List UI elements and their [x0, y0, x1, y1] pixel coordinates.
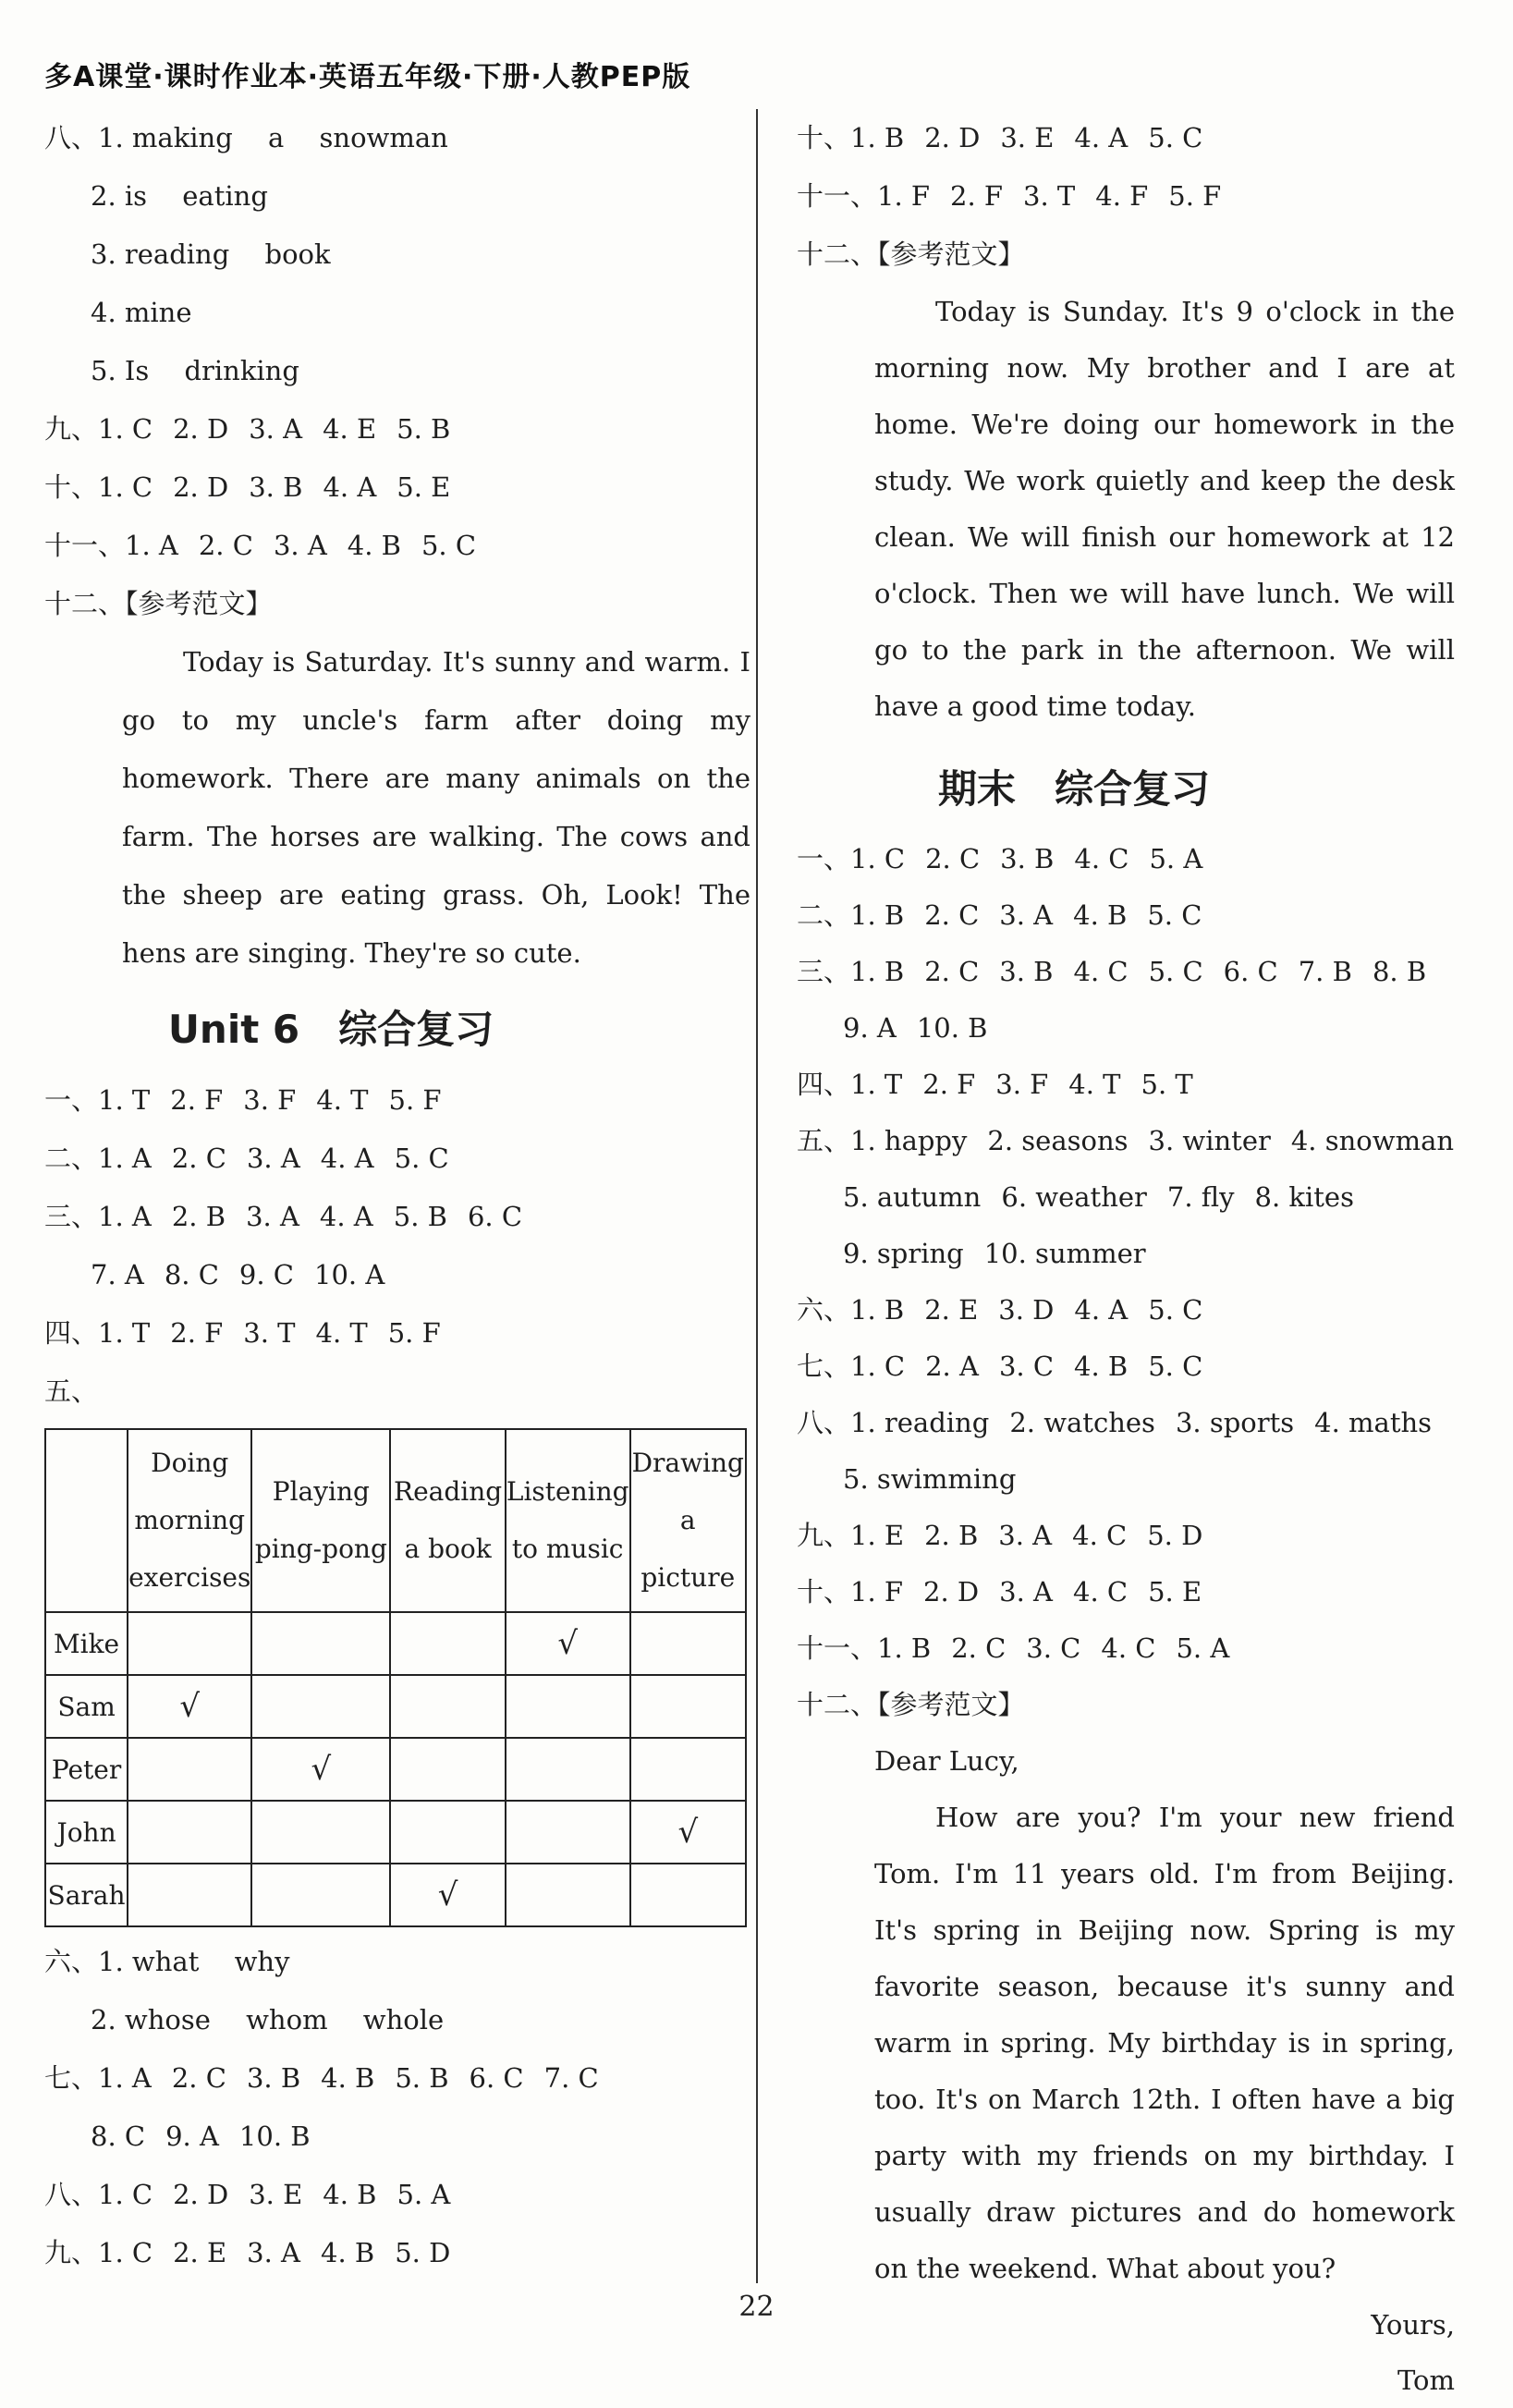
check-mark: √ [677, 1814, 699, 1851]
answer-item: 4. B [1074, 1351, 1129, 1382]
unit6-section-6-line2: 2. whose whom whole [91, 2004, 445, 2035]
table-row [45, 1801, 746, 1864]
table-row [45, 1738, 746, 1801]
answer-item: 2. F [170, 1317, 224, 1349]
section-label: 九、 [797, 1520, 851, 1551]
check-cell [390, 1864, 506, 1926]
unit6-section-8 [44, 2166, 747, 2224]
unit6-section-4 [44, 1304, 747, 1363]
final-section-5-line1 [797, 1113, 1462, 1169]
answer-item: 9. A [843, 1012, 897, 1044]
answer-item: 4. B [321, 2237, 375, 2268]
answer-item: 9. A [165, 2121, 219, 2152]
answer-item: 5. A [1149, 843, 1203, 874]
answer-item: 5. C [1148, 956, 1203, 987]
unit6-section-3-cont [44, 1246, 747, 1304]
section-label: 九、 [44, 2237, 99, 2268]
letter-body: How are you? I'm your new friend Tom. I'm 11 years old. I'm from Beijing. It's spring in Beijing now. Spring is my favorite season, because it's sunny and warm in spring. My birthday is in spring, too. It's on March 12th. I often have a big party with my friends on my birthday. I usually draw pictures and do homework on the weekend. What about you? [874, 1802, 1455, 2284]
answer-item: 1. B [850, 122, 905, 153]
answer-item: 2. C [924, 899, 980, 931]
answer-item: 2. B [924, 1520, 979, 1551]
answer-item: 1. A [98, 1201, 152, 1232]
answer-item: 5. F [387, 1317, 441, 1349]
unit6-section-3 [44, 1188, 747, 1246]
answer-item: 4. A [320, 1143, 374, 1174]
final-section-7 [797, 1338, 1462, 1395]
student-name-cell: Peter [45, 1738, 128, 1801]
header-line: exercises [128, 1562, 251, 1593]
section-label: 十一、 [44, 530, 126, 561]
answer-item: 1. E [850, 1520, 905, 1551]
answer-item: 2. B [171, 1201, 226, 1232]
answer-item: 4. C [1073, 1576, 1129, 1607]
answer-item: 3. C [998, 1351, 1055, 1382]
table-header-cell [630, 1429, 746, 1612]
section-label: 八、 [44, 122, 99, 153]
empty-cell [251, 1801, 390, 1864]
header-line: Playing [272, 1476, 370, 1507]
answer-item: 1. C [98, 2179, 153, 2210]
answer-text: 1. making a snowman [98, 122, 448, 153]
answer-item: 2. D [173, 413, 229, 445]
header-line: a book [404, 1534, 492, 1564]
student-name-cell: Sam [45, 1675, 128, 1738]
final-section-4 [797, 1057, 1462, 1113]
answer-item: 5. D [1147, 1520, 1203, 1551]
answer-item: 4. T [316, 1084, 369, 1116]
answer-item: 2. E [924, 1294, 979, 1326]
unit6-section-5-label: 五、 [44, 1375, 99, 1407]
answer-item: 5. C [1147, 899, 1202, 931]
answer-item: 4. B [323, 2179, 377, 2210]
answer-item: 6. C [467, 1201, 523, 1232]
answer-item: 1. B [850, 1294, 905, 1326]
answer-item: 3. D [998, 1294, 1055, 1326]
check-cell [128, 1675, 251, 1738]
header-line: morning [134, 1505, 246, 1535]
final-section-12-label: 十二、【参考范文】 [797, 1689, 1025, 1720]
answer-item: 8. kites [1254, 1181, 1354, 1213]
final-section-11 [797, 1620, 1462, 1677]
answer-item: 3. C [1026, 1632, 1081, 1664]
answer-item: 2. C [924, 956, 980, 987]
table-row [45, 1612, 746, 1675]
answer-text: 1. what why [98, 1946, 290, 1977]
answer-item: 1. B [877, 1632, 932, 1664]
answer-item: 4. A [323, 471, 377, 503]
header-line: Drawing [631, 1448, 744, 1478]
answer-item: 1. B [850, 899, 905, 931]
answer-item: 5. T [1141, 1069, 1193, 1100]
unit6-title: Unit 6 综合复习 [167, 1007, 494, 1052]
answer-item: 1. C [98, 471, 153, 503]
answer-item: 7. A [91, 1259, 144, 1290]
final-section-6 [797, 1282, 1462, 1338]
section-label: 十、 [797, 122, 851, 153]
answer-item: 1. F [877, 180, 931, 212]
unit6-section-7 [44, 2049, 747, 2108]
answer-item: 10. summer [983, 1238, 1146, 1269]
check-cell [630, 1801, 746, 1864]
answer-item: 3. A [999, 899, 1054, 931]
right-column [797, 109, 1462, 2408]
answer-item: 8. C [91, 2121, 146, 2152]
answer-item: 1. C [98, 413, 153, 445]
answer-item: 10. A [314, 1259, 385, 1290]
check-cell [506, 1612, 630, 1675]
answer-item: 2. seasons [987, 1125, 1129, 1156]
answer-item: 1. C [850, 1351, 906, 1382]
section-label: 七、 [44, 2062, 99, 2094]
section-label: 六、 [797, 1294, 851, 1326]
student-name-cell: John [45, 1801, 128, 1864]
section-8-item-5: 5. Is drinking [91, 355, 299, 386]
page-header: 多A课堂·课时作业本·英语五年级·下册·人教PEP版 [44, 61, 691, 93]
student-name-cell: Sarah [45, 1864, 128, 1926]
answer-item: 5. A [1176, 1632, 1230, 1664]
answer-item: 6. weather [1001, 1181, 1147, 1213]
empty-cell [251, 1864, 390, 1926]
answer-item: 4. F [1095, 180, 1149, 212]
check-mark: √ [311, 1751, 332, 1788]
answer-item: 1. T [98, 1084, 151, 1116]
answer-item: 5. C [421, 530, 477, 561]
section-label: 十一、 [797, 1632, 878, 1664]
check-mark: √ [557, 1625, 579, 1662]
section-8-item-3: 3. reading book [91, 238, 331, 270]
header-line: Reading [394, 1476, 503, 1507]
section-label: 五、 [797, 1125, 851, 1156]
answer-item: 1. F [850, 1576, 904, 1607]
empty-cell [251, 1612, 390, 1675]
answer-item: 3. F [243, 1084, 297, 1116]
answer-item: 4. C [1072, 1520, 1128, 1551]
answer-item: 2. C [198, 530, 253, 561]
table-header-cell [390, 1429, 506, 1612]
answer-item: 5. E [397, 471, 451, 503]
answer-item: 2. C [925, 843, 981, 874]
section-label: 八、 [44, 2179, 99, 2210]
final-section-2 [797, 887, 1462, 944]
answer-item: 6. C [469, 2062, 524, 2094]
section-11 [44, 517, 747, 575]
answer-item: 3. A [246, 1201, 299, 1232]
section-label: 四、 [44, 1317, 99, 1349]
empty-cell [128, 1738, 251, 1801]
answer-item: 2. C [171, 2062, 226, 2094]
table-header-cell [251, 1429, 390, 1612]
answer-item: 3. A [999, 1576, 1054, 1607]
section-8-item-4: 4. mine [91, 297, 192, 328]
answer-item: 2. F [950, 180, 1004, 212]
empty-cell [390, 1801, 506, 1864]
answer-item: 7. C [543, 2062, 599, 2094]
answer-item: 1. T [850, 1069, 903, 1100]
answer-item: 2. D [923, 1576, 980, 1607]
answer-item: 5. swimming [843, 1463, 1017, 1495]
answer-item: 1. C [98, 2237, 153, 2268]
check-mark: √ [179, 1688, 201, 1725]
header-line: Listening [506, 1476, 629, 1507]
answer-item: 3. B [1000, 843, 1055, 874]
answer-item: 3. T [243, 1317, 296, 1349]
answer-item: 7. fly [1166, 1181, 1235, 1213]
corner-cell [45, 1429, 128, 1612]
section-label: 十、 [44, 471, 99, 503]
answer-item: 3. E [1000, 122, 1055, 153]
check-mark: √ [437, 1876, 458, 1913]
answer-item: 2. watches [1009, 1407, 1155, 1438]
answer-item: 5. B [395, 2062, 449, 2094]
column-divider [756, 109, 758, 2283]
answer-item: 4. A [1074, 1294, 1129, 1326]
empty-cell [390, 1675, 506, 1738]
section-label: 四、 [797, 1069, 851, 1100]
answer-item: 6. C [1223, 956, 1278, 987]
final-section-9 [797, 1508, 1462, 1564]
table-row [45, 1675, 746, 1738]
answer-item: 4. A [1074, 122, 1129, 153]
answer-item: 10. B [238, 2121, 311, 2152]
answer-item: 4. B [321, 2062, 375, 2094]
empty-cell [506, 1738, 630, 1801]
unit6-section-1 [44, 1071, 747, 1130]
answer-item: 8. B [1372, 956, 1427, 987]
section-label: 三、 [44, 1201, 99, 1232]
section-label: 二、 [797, 899, 851, 931]
answer-item: 2. F [170, 1084, 224, 1116]
answer-item: 1. happy [850, 1125, 968, 1156]
answer-item: 3. B [246, 2062, 301, 2094]
answer-item: 3. B [999, 956, 1054, 987]
answer-item: 9. C [238, 1259, 294, 1290]
final-review-title: 期末 综合复习 [937, 766, 1210, 812]
answer-item: 4. C [1074, 843, 1129, 874]
header-line: Doing [151, 1448, 229, 1478]
answer-item: 3. T [1023, 180, 1076, 212]
answer-item: 4. snowman [1290, 1125, 1455, 1156]
empty-cell [630, 1864, 746, 1926]
final-section-3-cont [797, 1000, 1462, 1057]
answer-item: 5. A [397, 2179, 451, 2210]
answer-item: 4. C [1073, 956, 1129, 987]
empty-cell [506, 1801, 630, 1864]
right-section-11 [797, 167, 1462, 226]
answer-item: 9. spring [843, 1238, 964, 1269]
answer-item: 5. C [1148, 1351, 1203, 1382]
final-section-3 [797, 944, 1462, 1000]
empty-cell [390, 1612, 506, 1675]
answer-item: 4. C [1101, 1632, 1156, 1664]
section-label: 三、 [797, 956, 851, 987]
sample-essay-2: Today is Sunday. It's 9 o'clock in the morning now. My brother and I are at home. We're doing our homework in the study. We work quietly and keep the desk clean. We will finish our homework at 12 o'clock. Then we will have lunch. We will go to the park in the afternoon. We will have a good time today. [874, 296, 1455, 722]
section-label: 七、 [797, 1351, 851, 1382]
answer-item: 2. D [173, 471, 229, 503]
answer-item: 4. T [315, 1317, 368, 1349]
answer-item: 5. C [394, 1143, 449, 1174]
section-12-label: 十二、【参考范文】 [44, 588, 273, 619]
answer-item: 2. D [173, 2179, 229, 2210]
section-label: 十、 [797, 1576, 851, 1607]
section-8-item-2: 2. is eating [91, 180, 268, 212]
answer-item: 4. B [1073, 899, 1128, 931]
answer-item: 3. A [247, 2237, 300, 2268]
answer-item: 5. F [1168, 180, 1222, 212]
letter-closing: Yours, [1371, 2309, 1455, 2341]
answer-item: 4. maths [1314, 1407, 1433, 1438]
letter-signature: Tom [1397, 2365, 1455, 2396]
answer-item: 1. A [98, 2062, 152, 2094]
table-header-cell [128, 1429, 251, 1612]
empty-cell [630, 1612, 746, 1675]
answer-item: 2. A [925, 1351, 979, 1382]
answer-item: 5. C [1148, 1294, 1203, 1326]
empty-cell [506, 1675, 630, 1738]
unit6-section-6-line1 [44, 1933, 747, 1991]
page-number: 22 [738, 2291, 775, 2323]
empty-cell [128, 1801, 251, 1864]
section-label: 一、 [797, 843, 851, 874]
student-name-cell: Mike [45, 1612, 128, 1675]
section-label: 二、 [44, 1143, 99, 1174]
answer-item: 5. B [393, 1201, 447, 1232]
answer-item: 3. winter [1148, 1125, 1271, 1156]
final-section-5-line2 [797, 1169, 1462, 1226]
table-row [45, 1864, 746, 1926]
activity-table [44, 1428, 747, 1927]
sample-essay: Today is Saturday. It's sunny and warm. I go to my uncle's farm after doing my homework. There are many animals on the farm. The horses are walking. The cows and the sheep are eating grass. Oh, Look! The hens are singing. They're so cute. [122, 646, 750, 969]
answer-item: 1. reading [850, 1407, 990, 1438]
section-9 [44, 400, 747, 458]
answer-item: 5. D [395, 2237, 451, 2268]
unit6-section-9 [44, 2224, 747, 2282]
section-label: 六、 [44, 1946, 99, 1977]
answer-item: 5. E [1148, 1576, 1202, 1607]
answer-item: 3. A [249, 413, 303, 445]
section-8-item-1 [44, 109, 747, 167]
left-column [44, 109, 750, 2282]
answer-item: 3. A [273, 530, 327, 561]
empty-cell [251, 1675, 390, 1738]
answer-item: 1. T [98, 1317, 151, 1349]
answer-item: 5. autumn [843, 1181, 982, 1213]
answer-item: 2. F [922, 1069, 976, 1100]
right-section-10 [797, 109, 1462, 167]
answer-item: 7. B [1298, 956, 1352, 987]
header-line: to music [511, 1534, 624, 1564]
answer-item: 2. E [173, 2237, 227, 2268]
answer-item: 5. F [388, 1084, 442, 1116]
answer-item: 3. F [995, 1069, 1049, 1100]
section-label: 一、 [44, 1084, 99, 1116]
answer-item: 1. B [850, 956, 905, 987]
empty-cell [128, 1864, 251, 1926]
answer-item: 4. T [1068, 1069, 1121, 1100]
section-label: 九、 [44, 413, 99, 445]
answer-item: 8. C [164, 1259, 219, 1290]
answer-item: 2. C [951, 1632, 1007, 1664]
answer-item: 3. E [249, 2179, 303, 2210]
answer-item: 4. A [319, 1201, 373, 1232]
letter-greeting: Dear Lucy, [874, 1745, 1019, 1777]
answer-item: 2. C [171, 1143, 226, 1174]
final-section-8-line1 [797, 1395, 1462, 1451]
final-section-5-line3 [797, 1226, 1462, 1282]
answer-item: 5. C [1148, 122, 1203, 153]
section-label: 十一、 [797, 180, 878, 212]
unit6-section-7-cont [44, 2108, 747, 2166]
answer-item: 4. B [347, 530, 401, 561]
unit6-section-2 [44, 1130, 747, 1188]
empty-cell [630, 1738, 746, 1801]
answer-item: 4. E [323, 413, 377, 445]
final-section-8-line2 [797, 1451, 1462, 1508]
final-section-1 [797, 831, 1462, 887]
answer-item: 5. B [397, 413, 451, 445]
answer-item: 3. sports [1175, 1407, 1295, 1438]
empty-cell [390, 1738, 506, 1801]
check-cell [251, 1738, 390, 1801]
sample-letter [797, 1733, 1462, 2297]
answer-item: 10. B [916, 1012, 988, 1044]
right-section-12-label: 十二、【参考范文】 [797, 238, 1025, 270]
header-line: ping-pong [254, 1534, 387, 1564]
answer-item: 2. D [924, 122, 981, 153]
answer-item: 1. A [98, 1143, 152, 1174]
section-label: 八、 [797, 1407, 851, 1438]
header-line: a picture [641, 1505, 736, 1593]
section-10 [44, 458, 747, 517]
answer-item: 3. B [249, 471, 303, 503]
answer-item: 1. A [125, 530, 178, 561]
empty-cell [630, 1675, 746, 1738]
answer-item: 1. C [850, 843, 906, 874]
answer-item: 3. A [998, 1520, 1053, 1551]
empty-cell [128, 1612, 251, 1675]
answer-item: 3. A [246, 1143, 300, 1174]
table-header-cell [506, 1429, 630, 1612]
empty-cell [506, 1864, 630, 1926]
final-section-10 [797, 1564, 1462, 1620]
